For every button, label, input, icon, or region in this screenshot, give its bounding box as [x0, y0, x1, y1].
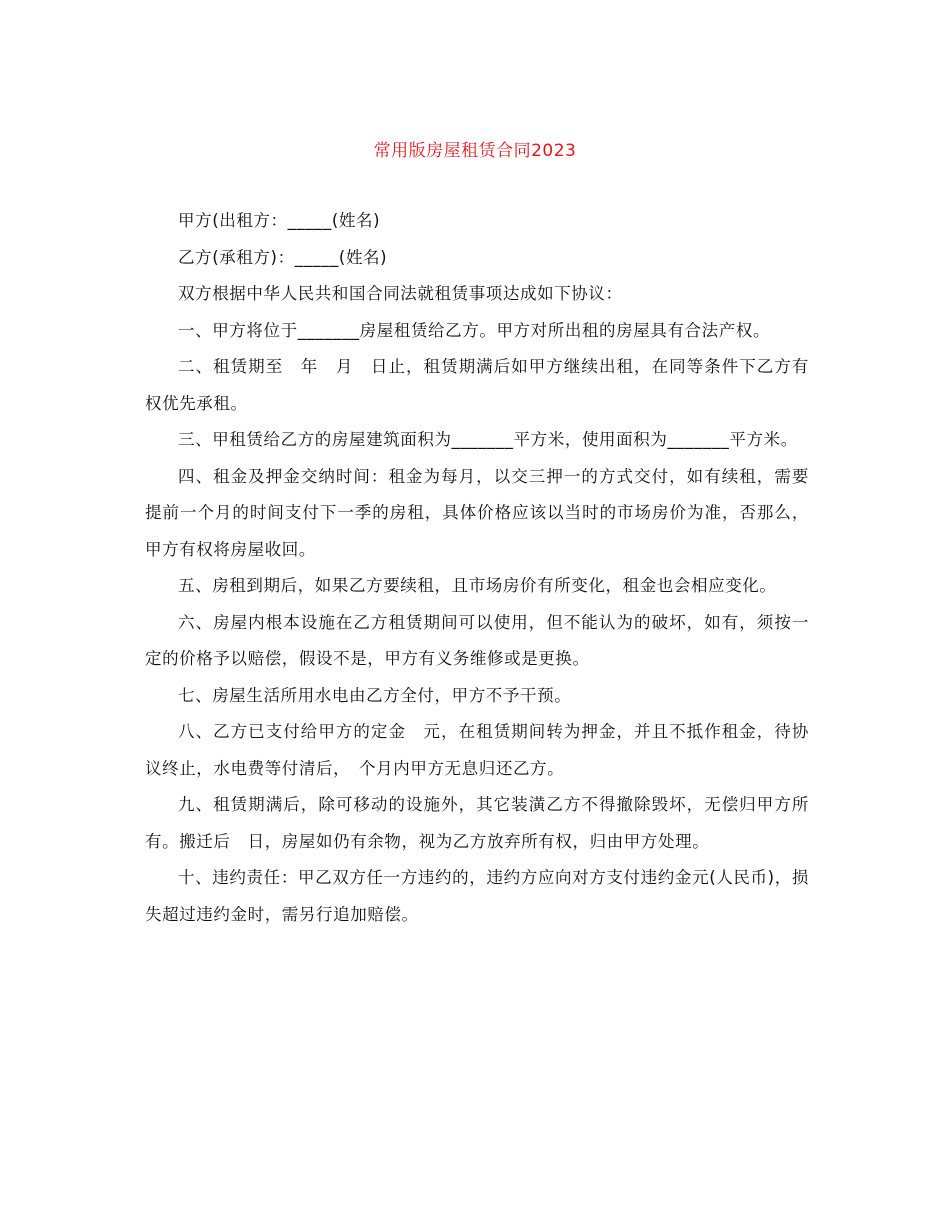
- clause-10: 十、违约责任：甲乙双方任一方违约的，违约方应向对方支付违约金元(人民币)，损失超过违约金时，需另行追加赔偿。: [145, 868, 809, 924]
- clause-3: 三、甲租赁给乙方的房屋建筑面积为_______平方米，使用面积为_______平方米。: [178, 430, 798, 449]
- clause-9: 九、租赁期满后，除可移动的设施外，其它装潢乙方不得撤除毁坏，无偿归甲方所有。搬迁后 日，房屋如仍有余物，视为乙方放弃所有权，归由甲方处理。: [145, 795, 809, 851]
- clause-1: 一、甲方将位于_______房屋租赁给乙方。甲方对所出租的房屋具有合法产权。: [178, 320, 771, 340]
- party-a-line: 甲方(出租方：_____(姓名): [178, 211, 381, 230]
- clause-5: 五、房租到期后，如果乙方要续租，且市场房价有所变化，租金也会相应变化。: [178, 576, 777, 595]
- clause-2: 二、租赁期至 年 月 日止，租赁期满后如甲方继续出租，在同等条件下乙方有权优先承租。: [145, 357, 809, 413]
- clause-6: 六、房屋内根本设施在乙方租赁期间可以使用，但不能认为的破坏，如有，须按一定的价格予以赔偿，假设不是，甲方有义务维修或是更换。: [145, 612, 809, 668]
- clause-4: 四、租金及押金交纳时间：租金为每月，以交三押一的方式交付，如有续租，需要提前一个月的时间支付下一季的房租，具体价格应该以当时的市场房价为准，否那么，甲方有权将房屋收回。: [145, 466, 809, 559]
- clause-8: 八、乙方已支付给甲方的定金 元，在租赁期间转为押金，并且不抵作租金，待协议终止，水电费等付清后， 个月内甲方无息归还乙方。: [145, 722, 809, 778]
- party-b-line: 乙方(承租方)：_____(姓名): [178, 247, 388, 267]
- clause-7: 七、房屋生活所用水电由乙方全付，甲方不予干预。: [178, 685, 572, 705]
- document-body: [145, 203, 809, 933]
- document-title: 常用版房屋租赁合同2023: [373, 141, 577, 161]
- agreement-intro: 双方根据中华人民共和国合同法就租赁事项达成如下协议：: [178, 284, 623, 303]
